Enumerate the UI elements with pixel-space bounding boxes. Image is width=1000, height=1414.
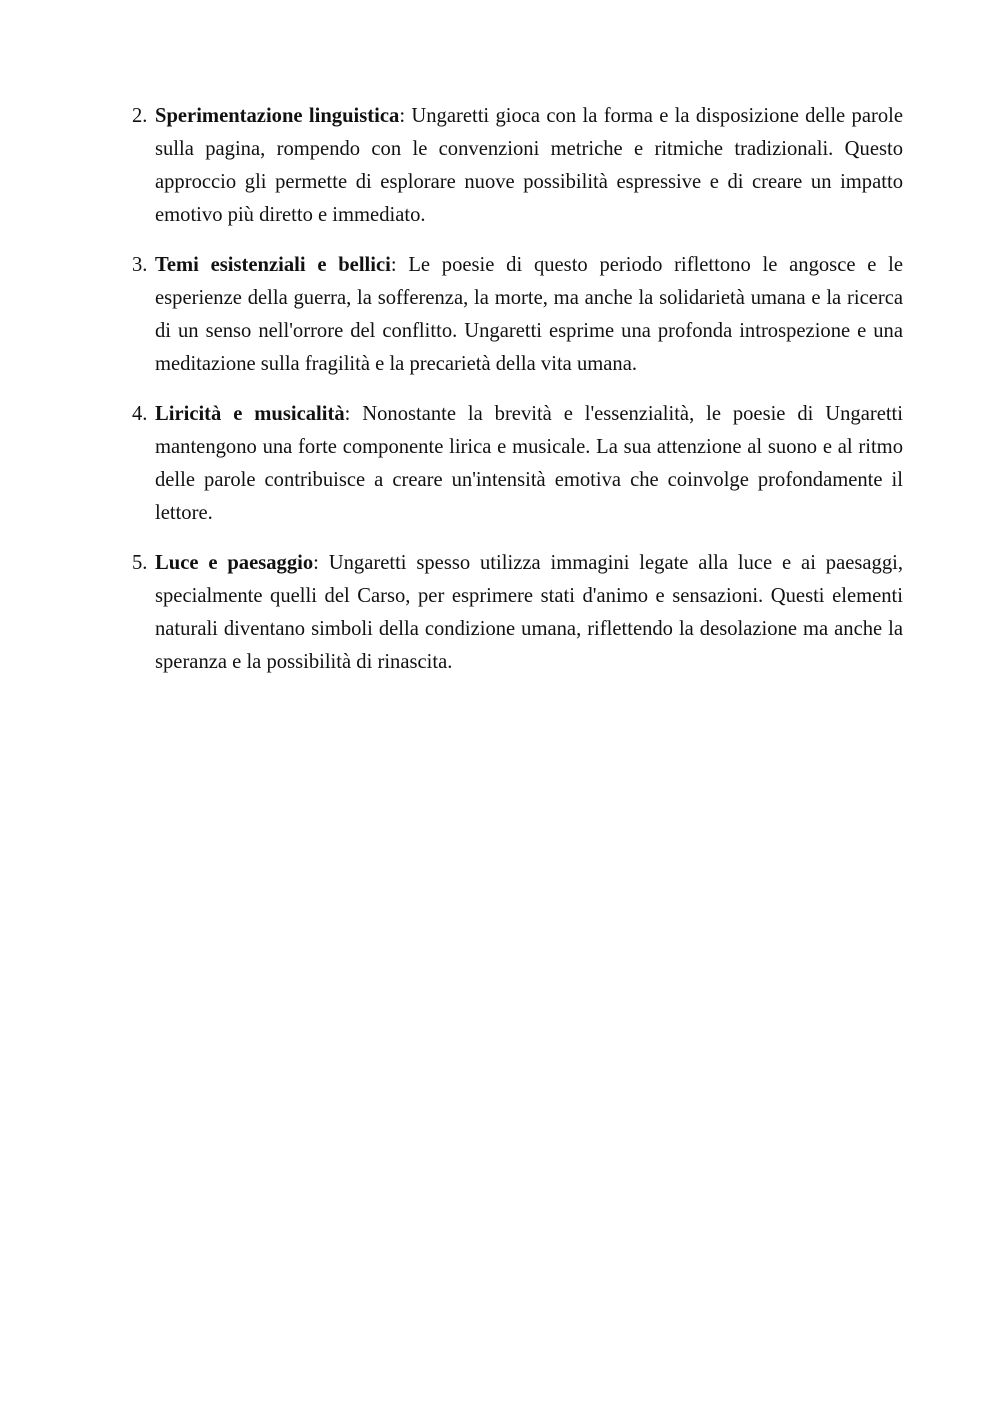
- list-item: [132, 100, 903, 232]
- list-item: [132, 249, 903, 381]
- list-item-term: Liricità e musicalità: [155, 403, 345, 425]
- numbered-list: [132, 100, 903, 696]
- list-item-number: 2.: [132, 105, 148, 127]
- list-item-term: Luce e paesaggio: [155, 552, 314, 574]
- list-item-text: : Le poesie di questo periodo riflettono le angosce e le esperienze della guerra, la sofferenza, la morte, ma anche la solidarietà umana e la ricerca di un senso nell'orrore del conflitto. Ungaretti esprime una profonda introspezione e una meditazione sulla fragilità e la precarietà della vita umana.: [155, 254, 903, 375]
- list-item-term: Temi esistenziali e bellici: [155, 254, 391, 276]
- list-item-text: : Nonostante la brevità e l'essenzialità, le poesie di Ungaretti mantengono una forte componente lirica e musicale. La sua attenzione al suono e al ritmo delle parole contribuisce a creare un'intensità emotiva che coinvolge profondamente il lettore.: [155, 403, 903, 524]
- list-item: [132, 398, 903, 530]
- list-item-term: Sperimentazione linguistica: [155, 105, 400, 127]
- list-item-number: 4.: [132, 403, 148, 425]
- list-item-text: : Ungaretti spesso utilizza immagini legate alla luce e ai paesaggi, specialmente quelli del Carso, per esprimere stati d'animo e sensazioni. Questi elementi naturali diventano simboli della condizione umana, riflettendo la desolazione ma anche la speranza e la possibilità di rinascita.: [155, 552, 903, 673]
- list-item: [132, 547, 903, 679]
- list-item-text: : Ungaretti gioca con la forma e la disposizione delle parole sulla pagina, rompendo con le convenzioni metriche e ritmiche tradizionali. Questo approccio gli permette di esplorare nuove possibilità espressive e di creare un impatto emotivo più diretto e immediato.: [155, 105, 903, 226]
- list-item-number: 3.: [132, 254, 148, 276]
- list-item-number: 5.: [132, 552, 148, 574]
